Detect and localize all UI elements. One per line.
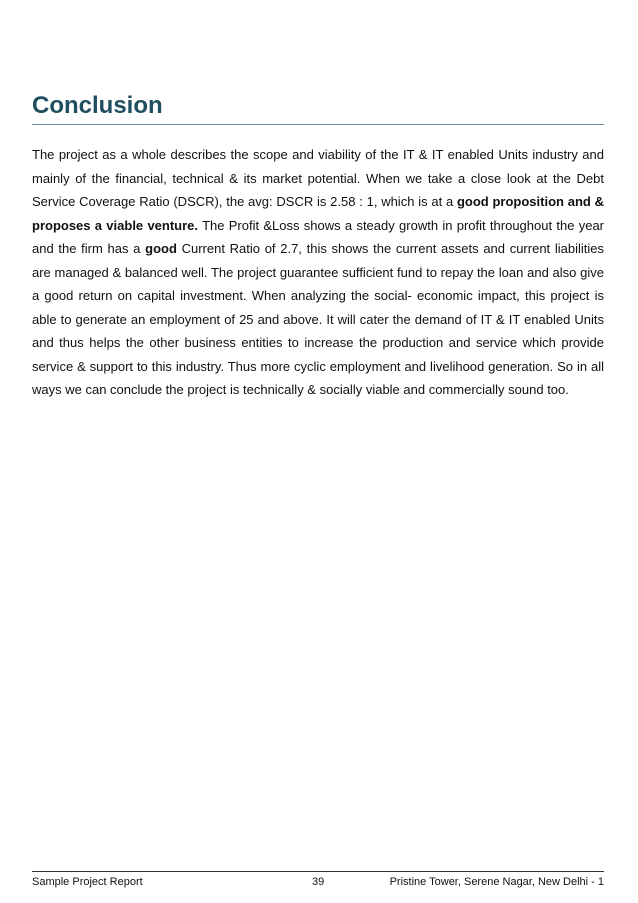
paragraph-run: The Profit &Loss shows a steady growth in profit throughout the year and the firm has a: [32, 217, 605, 256]
section-heading: Conclusion: [32, 90, 604, 125]
conclusion-paragraph: [32, 143, 604, 402]
paragraph-run-bold: good: [145, 241, 177, 256]
paragraph-run-bold: good proposition and & proposes a viable venture.: [32, 194, 604, 233]
page-footer: [32, 874, 604, 890]
paragraph-run: The project as a whole describes the scope and viability of the IT & IT enabled Units industry and mainly of the financial, technical & its market potential. When we take a close look at the Debt Service Coverage Ratio (DSCR), the avg: DSCR is 2.58 : 1, which is at a: [32, 147, 604, 209]
footer-page-number: 39: [312, 876, 325, 888]
footer-report-title: Sample Project Report: [32, 876, 143, 888]
paragraph-run: Current Ratio of 2.7, this shows the current assets and current liabilities are managed & balanced well. The project guarantee sufficient fund to repay the loan and also give a good return on capital investment. When analyzing the social- economic impact, this project is able to generate an employment of 25 and above. It will cater the demand of IT & IT enabled Units and thus helps the other business entities to increase the production and service which provide service & support to this industry. Thus more cyclic employment and livelihood generation. So in all ways we can conclude the project is technically & socially viable and commercially sound too.: [32, 241, 604, 397]
footer-address: Pristine Tower, Serene Nagar, New Delhi - 1: [389, 876, 604, 888]
footer-divider: [32, 871, 604, 872]
